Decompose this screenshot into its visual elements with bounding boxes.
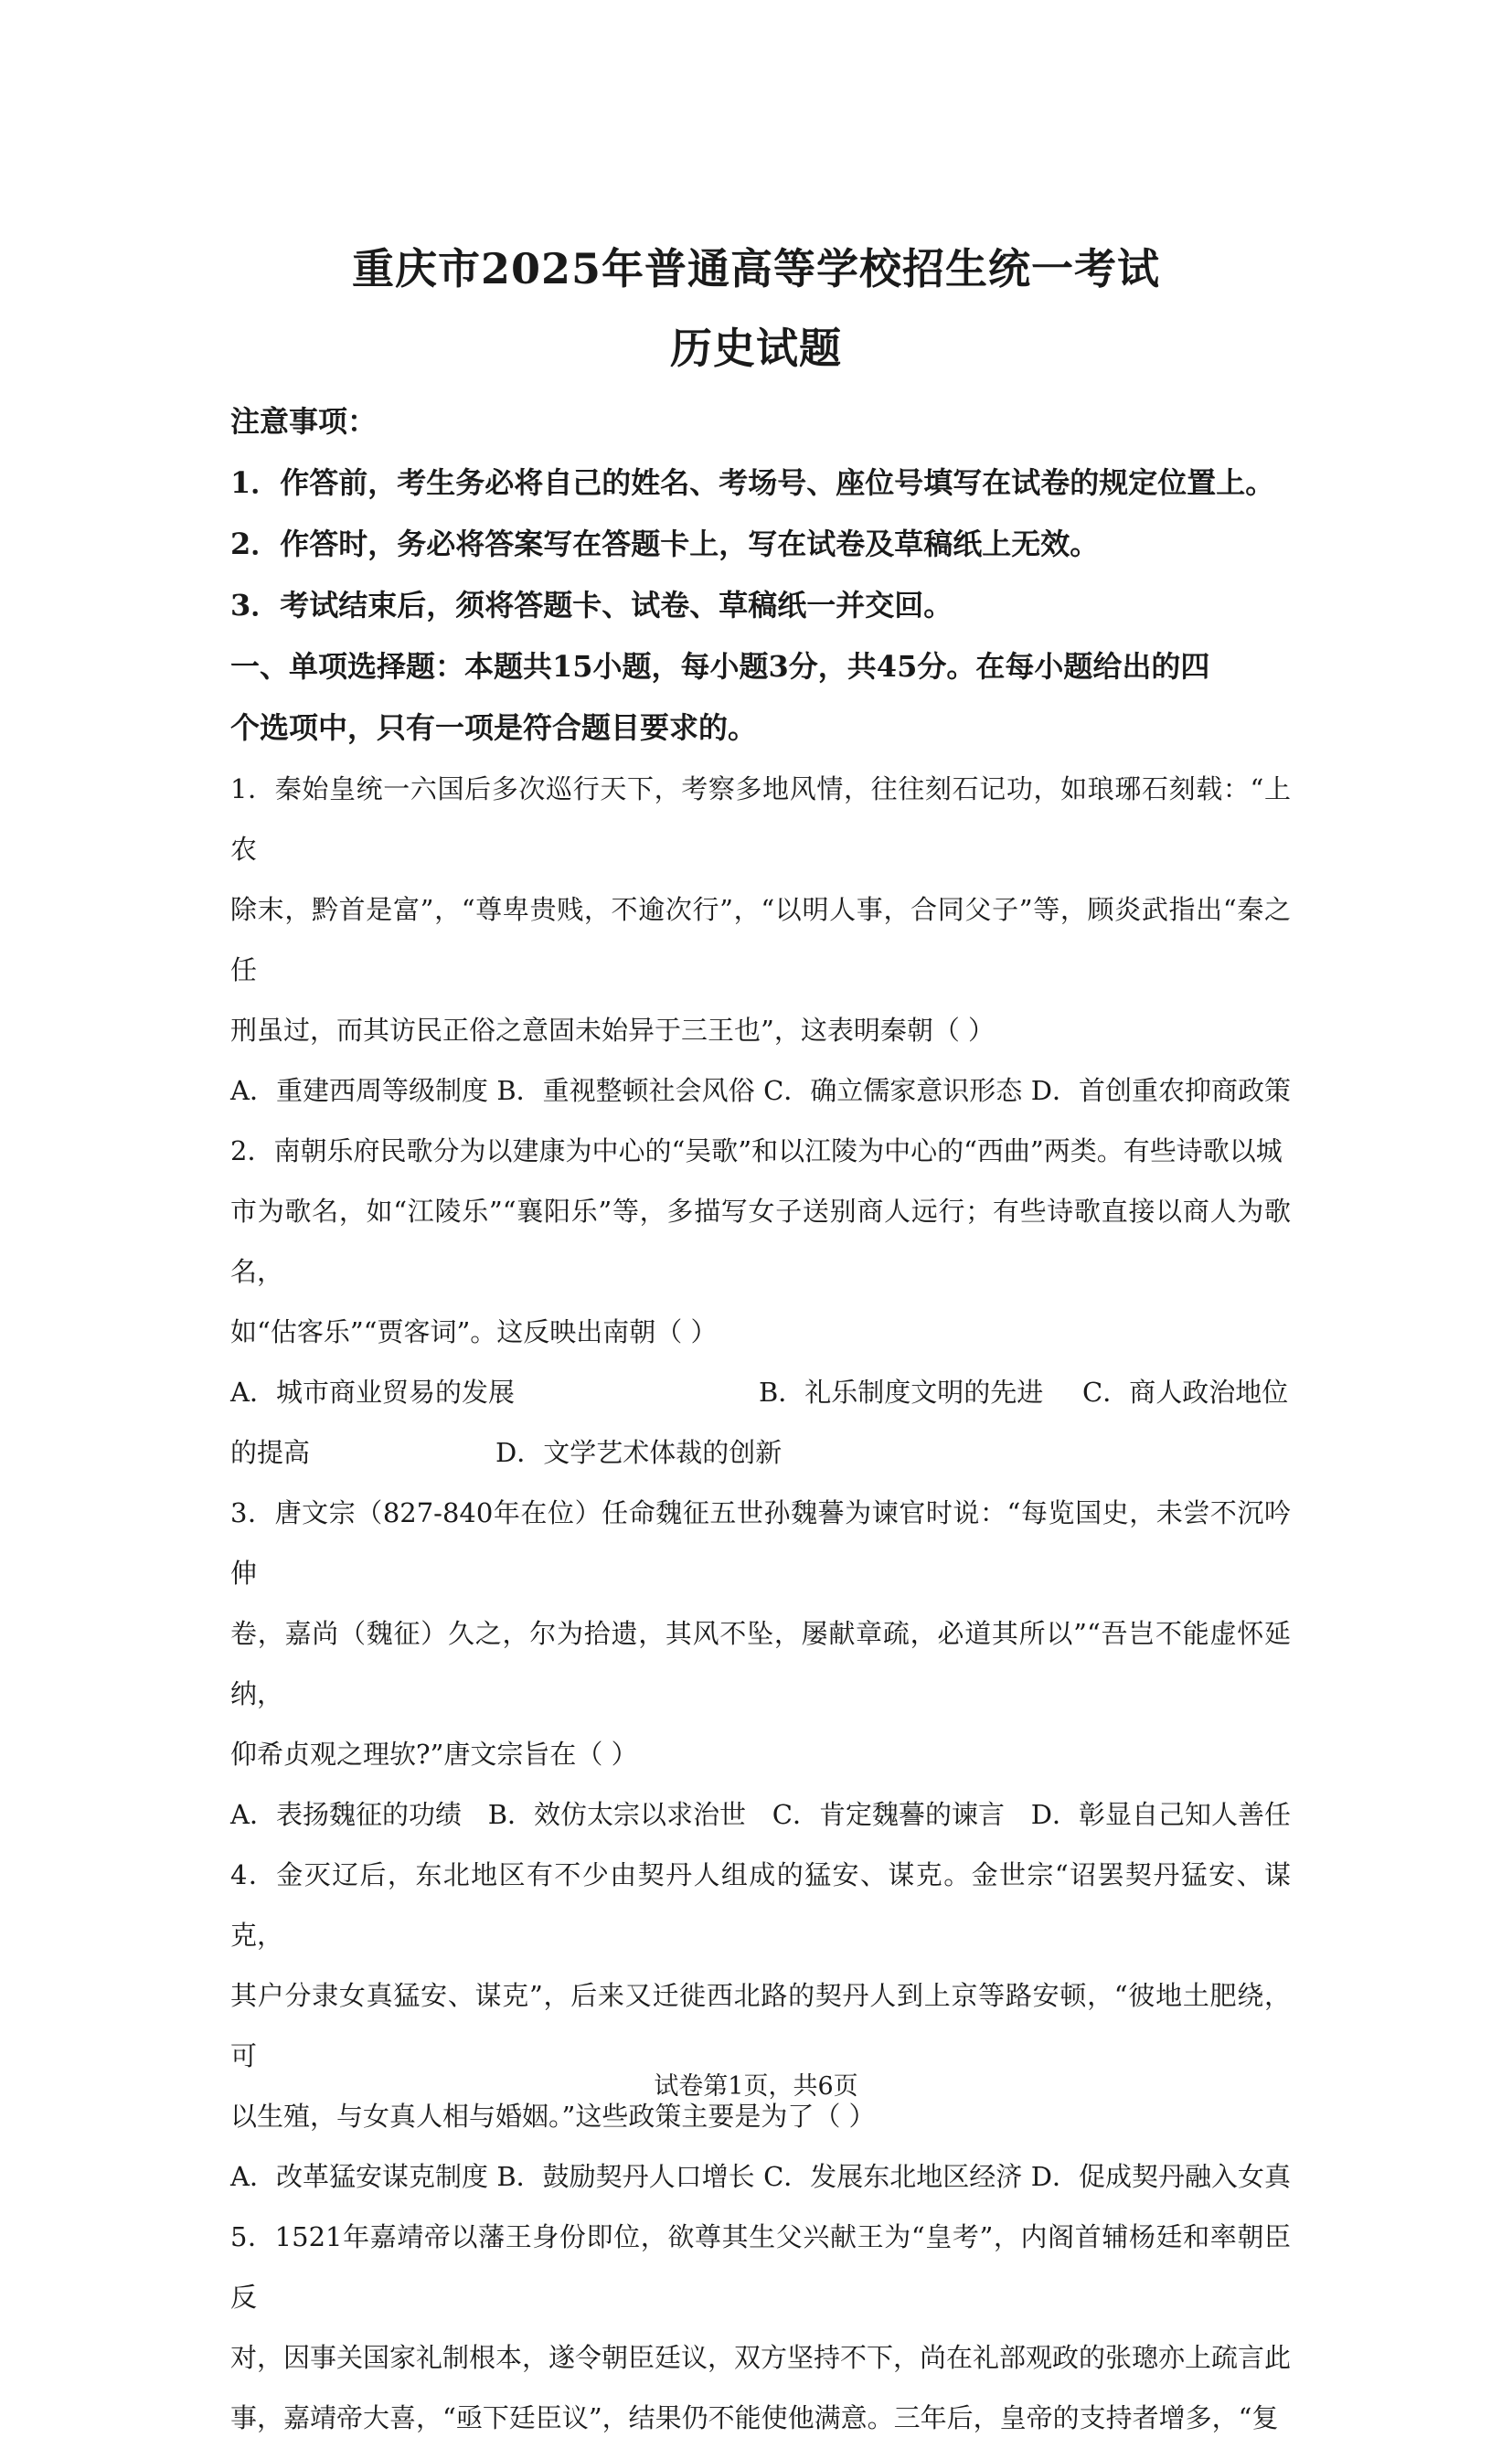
option-b: B．鼓励契丹人口增长 [496,2161,755,2192]
question-text-line: 事，嘉靖帝大喜，“亟下廷臣议”，结果仍不能使他满意。三年后，皇帝的支持者增多，“复 [230,2402,1279,2433]
question-text-line: 刑虽过，而其访民正俗之意固未始异于三王也”，这表明秦朝（ ） [230,1015,996,1046]
question-text-line: 其户分隶女真猛安、谋克”，后来又迁徙西北路的契丹人到上京等路安顿，“彼地土肥绕，可 [230,1980,1291,2071]
exam-content [230,391,1291,2448]
notice-heading: 注意事项： [230,404,378,439]
question-4 [230,1845,1291,2207]
notice-item: 2．作答时，务必将答案写在答题卡上，写在试卷及草稿纸上无效。 [230,527,1100,561]
section-heading [230,636,1291,759]
section-heading-line: 个选项中，只有一项是符合题目要求的。 [230,710,758,745]
question-options [230,1362,1291,1483]
option-b: B．效仿太宗以求治世 [487,1799,747,1830]
question-options [230,1784,1291,1845]
question-text-line: 3．唐文宗（827-840年在位）任命魏征五世孙魏謩为谏官时说：“每览国史，未尝不沉吟伸 [230,1497,1291,1589]
option-d: D．首创重农抑商政策 [1030,1075,1291,1106]
question-text-line: 如“估客乐”“贾客词”。这反映出南朝（ ） [230,1316,718,1347]
question-options [230,2146,1291,2207]
question-text-line: 5．1521年嘉靖帝以藩王身份即位，欲尊其生父兴献王为“皇考”，内阁首辅杨廷和率朝臣反 [230,2221,1291,2313]
question-text-line: 4．金灭辽后，东北地区有不少由契丹人组成的猛安、谋克。金世宗“诏罢契丹猛安、谋克， [230,1859,1291,1951]
option-d: D．促成契丹融入女真 [1030,2161,1291,2192]
option-a: A．城市商业贸易的发展 [230,1377,515,1408]
question-text-line: 仰希贞观之理欤?”唐文宗旨在（ ） [230,1739,638,1770]
question-text-line: 2．南朝乐府民歌分为以建康为中心的“吴歌”和以江陵为中心的“西曲”两类。有些诗歌以城 [230,1135,1283,1166]
option-a: A．表扬魏征的功绩 [230,1799,462,1830]
question-1 [230,759,1291,1121]
exam-title: 重庆市2025年普通高等学校招生统一考试 [351,244,1161,293]
option-a: A．重建西周等级制度 [230,1075,488,1106]
question-text-line: 除末，黔首是富”，“尊卑贵贱，不逾次行”，“以明人事，合同父子”等，顾炎武指出“秦之任 [230,894,1291,985]
question-2 [230,1121,1291,1483]
question-text-line: 1．秦始皇统一六国后多次巡行天下，考察多地风情，往往刻石记功，如琅琊石刻载：“上农 [230,773,1291,865]
notice-block [230,391,1291,636]
section-heading-line: 一、单项选择题：本题共15小题，每小题3分，共45分。在每小题给出的四 [230,649,1210,684]
option-c: C．肯定魏謩的谏言 [772,1799,1005,1830]
option-a: A．改革猛安谋克制度 [230,2161,488,2192]
question-text-line: 市为歌名，如“江陵乐”“襄阳乐”等，多描写女子送别商人远行；有些诗歌直接以商人为歌名， [230,1196,1291,1287]
question-text-line: 卷，嘉尚（魏征）久之，尔为拾遗，其风不坠，屡献章疏，必道其所以”“吾岂不能虚怀延纳， [230,1618,1291,1709]
option-d: D．彰显自己知人善任 [1030,1799,1291,1830]
question-3 [230,1483,1291,1845]
option-d: D．文学艺术体裁的创新 [495,1437,783,1468]
question-text-line: 对，因事关国家礼制根本，遂令朝臣廷议，双方坚持不下，尚在礼部观政的张璁亦上疏言此 [230,2342,1292,2373]
page-footer: 试卷第1页，共6页 [654,2072,858,2101]
option-b: B．重视整顿社会风俗 [496,1075,755,1106]
exam-subtitle: 历史试题 [670,324,842,373]
option-c: C．商人政治地位 [1082,1377,1289,1408]
question-5 [230,2207,1291,2448]
option-b: B．礼乐制度文明的先进 [759,1377,1044,1408]
question-text-line: 以生殖，与女真人相与婚姻。”这些政策主要是为了（ ） [230,2101,876,2132]
question-options [230,1060,1291,1121]
option-c: C．确立儒家意识形态 [763,1075,1023,1106]
option-c: C．发展东北地区经济 [763,2161,1023,2192]
option-c-continued: 的提高 [230,1437,311,1468]
notice-item: 3．考试结束后，须将答题卡、试卷、草稿纸一并交回。 [230,588,953,623]
notice-item: 1．作答前，考生务必将自己的姓名、考场号、座位号填写在试卷的规定位置上。 [230,465,1275,500]
